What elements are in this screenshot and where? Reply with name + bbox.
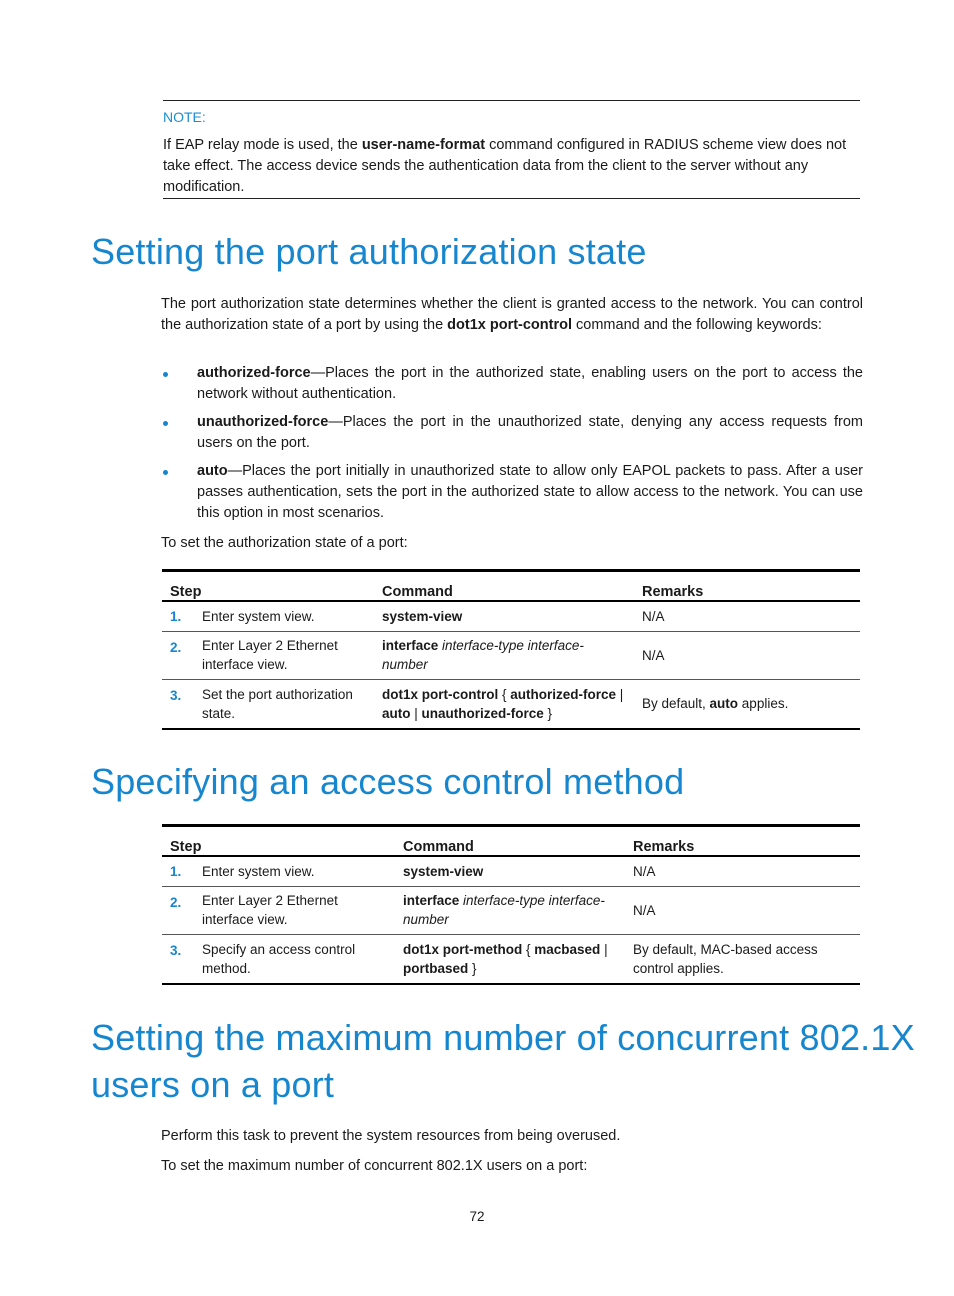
section-paragraph: To set the maximum number of concurrent 802.1X users on a port: [161,1158,588,1174]
table-lead-text: To set the authorization state of a port: [161,535,408,551]
header-command: Command [403,839,474,855]
header-command: Command [382,584,453,600]
step-text: Enter Layer 2 Ethernet interface view. [202,893,338,927]
bullet-auto: auto—Places the port initially in unauthorized state to allow only EAPOL packets to pass. After a user passes authentication, sets the port in the authorized state to allow access to the network. You can use this option in most scenarios. [197,463,863,521]
remarks-text: N/A [633,902,656,918]
step-number: 1. [170,863,182,879]
header-step: Step [170,584,202,600]
section-paragraph: Perform this task to prevent the system resources from being overused. [161,1128,621,1144]
command-text: dot1x port-control { authorized-force | auto | unauthorized-force } [382,686,624,721]
section-title-line2: users on a port [91,1064,335,1105]
table-row [162,601,860,631]
step-text: Enter system view. [202,863,315,879]
step-number: 2. [170,894,182,910]
step-number: 3. [170,687,182,703]
section-title-access-control: Specifying an access control method [91,761,685,802]
remarks-text: N/A [642,608,665,624]
header-remarks: Remarks [642,584,704,600]
remarks-text: N/A [633,863,656,879]
bullet-unauthorized-force: unauthorized-force—Places the port in the unauthorized state, denying any access requests from users on the port. [197,414,863,451]
step-text: Set the port authorization state. [202,686,353,721]
step-number: 2. [170,639,182,655]
command-text: system-view [403,863,484,879]
table-row [162,679,860,729]
step-number: 1. [170,608,182,624]
page-number: 72 [469,1209,485,1224]
bullet-icon [163,421,168,426]
note-text: If EAP relay mode is used, the user-name-format command configured in RADIUS scheme view does not take effect. The access device sends the authentication data from the client to the server without any modification. [163,137,847,195]
section-intro: The port authorization state determines whether the client is granted access to the network. You can control the authorization state of a port by using the dot1x port-control command and the following keywords: [161,296,863,333]
bullet-authorized-force: authorized-force—Places the port in the authorized state, enabling users on the port to access the network without authentication. [197,365,863,402]
table-row [162,631,860,679]
section-title-max-users [91,1014,915,1108]
command-text: dot1x port-method { macbased | portbased } [403,941,608,976]
step-text: Enter system view. [202,608,315,624]
section-title-line1: Setting the maximum number of concurrent 802.1X [91,1017,915,1058]
section-title-port-authorization: Setting the port authorization state [91,231,647,272]
note-top-rule [163,100,860,101]
command-text: interface interface-type interface-number [382,638,584,672]
step-text: Enter Layer 2 Ethernet interface view. [202,638,338,672]
bullet-icon [163,470,168,475]
table-row [162,886,860,934]
table-row [162,856,860,886]
remarks-text: By default, auto applies. [642,696,789,712]
remarks-text: N/A [642,647,665,663]
port-method-table [162,824,860,985]
table-header-row [162,571,860,602]
command-text: interface interface-type interface-number [403,893,605,927]
bullet-icon [163,372,168,377]
table-header-row [162,826,860,857]
note-bottom-rule [163,198,860,199]
step-number: 3. [170,942,182,958]
header-remarks: Remarks [633,839,695,855]
port-control-table [162,569,860,730]
remarks-text: By default, MAC-based access control applies. [633,941,818,976]
table-row [162,934,860,984]
command-text: system-view [382,608,463,624]
note-label: NOTE: [163,109,206,125]
step-text: Specify an access control method. [202,941,356,976]
header-step: Step [170,839,202,855]
